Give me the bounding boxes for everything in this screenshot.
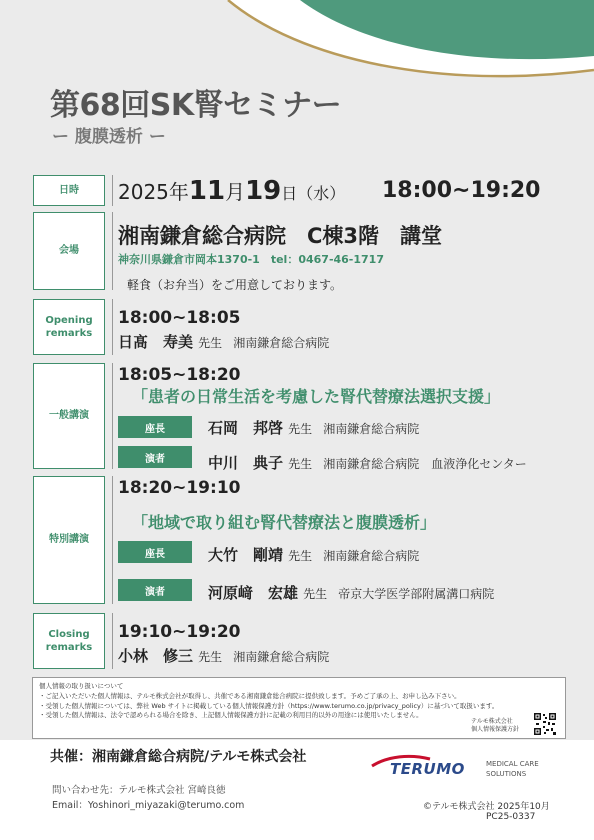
month: 11 bbox=[188, 176, 226, 206]
divider bbox=[112, 212, 113, 290]
privacy-notice bbox=[32, 677, 566, 739]
chair-badge: 座長 bbox=[118, 541, 192, 563]
closing-label-line1: Closing bbox=[48, 628, 90, 640]
qr-code-icon[interactable] bbox=[533, 712, 557, 736]
divider bbox=[112, 476, 113, 604]
speaker-name: 河原﨑 宏雄 bbox=[208, 584, 299, 602]
contact: 問い合わせ先：テルモ株式会社 宮崎良徳 bbox=[52, 785, 226, 796]
honorific: 先生 bbox=[288, 422, 313, 436]
general-lecture-time: 18:05~18:20 bbox=[118, 365, 241, 385]
policy-title: 個人情報保護方針 bbox=[471, 725, 520, 733]
document-code: PC25-0337 bbox=[486, 812, 536, 822]
general-lecture-label: 一般講演 bbox=[33, 363, 105, 469]
divider bbox=[112, 613, 113, 669]
special-chair-line bbox=[208, 544, 419, 565]
opening-label bbox=[33, 299, 105, 355]
honorific: 先生 bbox=[288, 549, 313, 563]
brand-tagline-line1: MEDICAL CARE bbox=[486, 760, 539, 768]
affiliation: 湘南鎌倉総合病院 bbox=[233, 336, 330, 350]
chair-badge: 座長 bbox=[118, 416, 192, 438]
terumo-logo: TERUMO bbox=[390, 760, 465, 778]
venue-address: 神奈川県鎌倉市岡本1370-1 tel：0467-46-1717 bbox=[118, 253, 384, 266]
privacy-line: ・ご記入いただいた個人情報は、テルモ株式会社が取得し、共催である湘南鎌倉総合病院に提供致します。予めご了承の上、お申し込み下さい。 bbox=[39, 691, 461, 700]
weekday: 日（水） bbox=[281, 184, 346, 203]
divider bbox=[112, 299, 113, 355]
meal-note: 軽食（お弁当）をご用意しております。 bbox=[127, 278, 343, 292]
datetime-line bbox=[118, 176, 345, 206]
closing-label-line2: remarks bbox=[45, 642, 93, 653]
seminar-subtitle: ー 腹膜透析 ー bbox=[52, 127, 166, 147]
day: 19 bbox=[245, 176, 282, 206]
opening-time: 18:00~18:05 bbox=[118, 308, 241, 328]
special-lecture-time: 18:20~19:10 bbox=[118, 478, 241, 498]
affiliation: 湘南鎌倉総合病院 bbox=[323, 422, 420, 436]
divider bbox=[112, 175, 113, 206]
policy-company: テルモ株式会社 bbox=[471, 718, 513, 725]
special-lecture-title: 「地域で取り組む腎代替療法と腹膜透析」 bbox=[132, 513, 437, 532]
speaker-badge: 演者 bbox=[118, 579, 192, 601]
privacy-policy-note bbox=[471, 718, 519, 734]
affiliation: 湘南鎌倉総合病院 血液浄化センター bbox=[323, 457, 527, 471]
special-lecture-label: 特別講演 bbox=[33, 476, 105, 604]
speaker-badge: 演者 bbox=[118, 446, 192, 468]
closing-time: 19:10~19:20 bbox=[118, 622, 241, 642]
closing-label bbox=[33, 613, 105, 669]
brand-tagline-line2: SOLUTIONS bbox=[486, 769, 527, 778]
seminar-title: 第68回SK腎セミナー bbox=[50, 88, 342, 123]
special-speaker-line bbox=[208, 582, 494, 603]
closing-speaker: 小林 修三 bbox=[118, 647, 194, 665]
divider bbox=[112, 363, 113, 469]
year: 2025年 bbox=[118, 180, 189, 204]
chair-name: 大竹 剛靖 bbox=[208, 546, 284, 564]
cohost: 共催：湘南鎌倉総合病院/テルモ株式会社 bbox=[50, 749, 307, 765]
affiliation: 帝京大学医学部附属溝口病院 bbox=[338, 587, 495, 601]
privacy-line: ・受領した個人情報については、弊社 Web サイトに掲載している個人情報保護方針（https://www.terumo.co.jp/privacy_policy）に基づいて取扱います。 bbox=[39, 701, 499, 710]
closing-speaker-line bbox=[118, 645, 329, 666]
event-time: 18:00~19:20 bbox=[382, 178, 541, 203]
opening-speaker: 日髙 寿美 bbox=[118, 333, 194, 351]
honorific: 先生 bbox=[198, 650, 223, 664]
honorific: 先生 bbox=[288, 457, 313, 471]
general-chair-line bbox=[208, 417, 419, 438]
honorific: 先生 bbox=[303, 587, 328, 601]
opening-speaker-line bbox=[118, 331, 329, 352]
chair-name: 石岡 邦啓 bbox=[208, 419, 284, 437]
copyright: ©テルモ株式会社 2025年10月 bbox=[423, 802, 550, 812]
general-speaker-line bbox=[208, 452, 527, 473]
opening-label-line1: Opening bbox=[45, 314, 93, 326]
affiliation: 湘南鎌倉総合病院 bbox=[323, 549, 420, 563]
opening-label-line2: remarks bbox=[45, 328, 93, 339]
privacy-heading: 個人情報の取り扱いについて bbox=[39, 682, 124, 690]
month-suffix: 月 bbox=[225, 180, 246, 204]
affiliation: 湘南鎌倉総合病院 bbox=[233, 650, 330, 664]
speaker-name: 中川 典子 bbox=[208, 454, 284, 472]
privacy-line: ・受領した個人情報は、法令で認められる場合を除き、上記個人情報保護方針に記載の利用目的以外の用途には使用いたしません。 bbox=[39, 711, 423, 720]
general-lecture-title: 「患者の日常生活を考慮した腎代替療法選択支援」 bbox=[132, 387, 501, 406]
venue-name: 湘南鎌倉総合病院 C棟3階 講堂 bbox=[118, 224, 443, 248]
email[interactable]: Email：Yoshinori_miyazaki@terumo.com bbox=[52, 800, 245, 811]
datetime-label: 日時 bbox=[33, 175, 105, 206]
brand-tagline bbox=[486, 760, 539, 780]
venue-label: 会場 bbox=[33, 212, 105, 290]
honorific: 先生 bbox=[198, 336, 223, 350]
